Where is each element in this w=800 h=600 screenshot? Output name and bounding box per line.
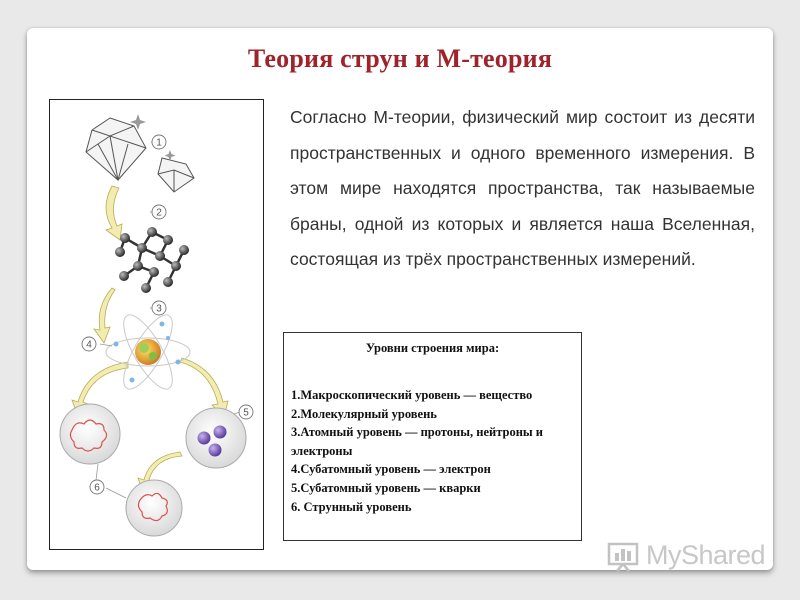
figure-label-1: 1	[156, 137, 162, 149]
watermark	[606, 537, 765, 573]
figure-label-4: 4	[86, 339, 92, 351]
watermark-text: MyShared	[646, 539, 766, 570]
atom-icon	[106, 309, 190, 396]
level-item: 5.Субатомный уровень — кварки	[291, 480, 481, 495]
figure-label-6: 6	[94, 482, 100, 494]
levels-list	[291, 386, 576, 516]
figure-illustration	[50, 100, 263, 549]
levels-box	[283, 332, 582, 541]
figure-label-2: 2	[156, 207, 162, 219]
molecule-icon	[120, 232, 184, 288]
figure-label-3: 3	[156, 303, 162, 315]
level-item: 2.Молекулярный уровень	[291, 406, 437, 421]
string-circle-icon	[126, 480, 182, 536]
level-item: 4.Субатомный уровень — электрон	[291, 462, 491, 477]
figure-label-5: 5	[243, 407, 249, 419]
electron-circle-icon	[60, 404, 120, 464]
level-item: 6. Струнный уровень	[291, 499, 412, 514]
structure-levels-figure	[49, 99, 264, 550]
quark-circle-icon	[186, 408, 246, 468]
description-paragraph: Согласно М-теории, физический мир состоит из десяти пространственных и одного временного измерения. В этом мире находятся пространства, так называемые браны, одной из которых и является наша Вселенная, состоящая из трёх пространственных измерений.	[290, 107, 755, 270]
level-item: 1.Макроскопический уровень — вещество	[291, 388, 533, 402]
chart-board-icon	[606, 538, 640, 572]
level-item: 3.Атомный уровень — протоны, нейтроны и электроны	[291, 425, 543, 458]
slide-title: Теория струн и М-теория	[247, 44, 553, 73]
levels-heading: Уровни строения мира:	[365, 341, 500, 355]
diamond-icon	[86, 118, 194, 192]
